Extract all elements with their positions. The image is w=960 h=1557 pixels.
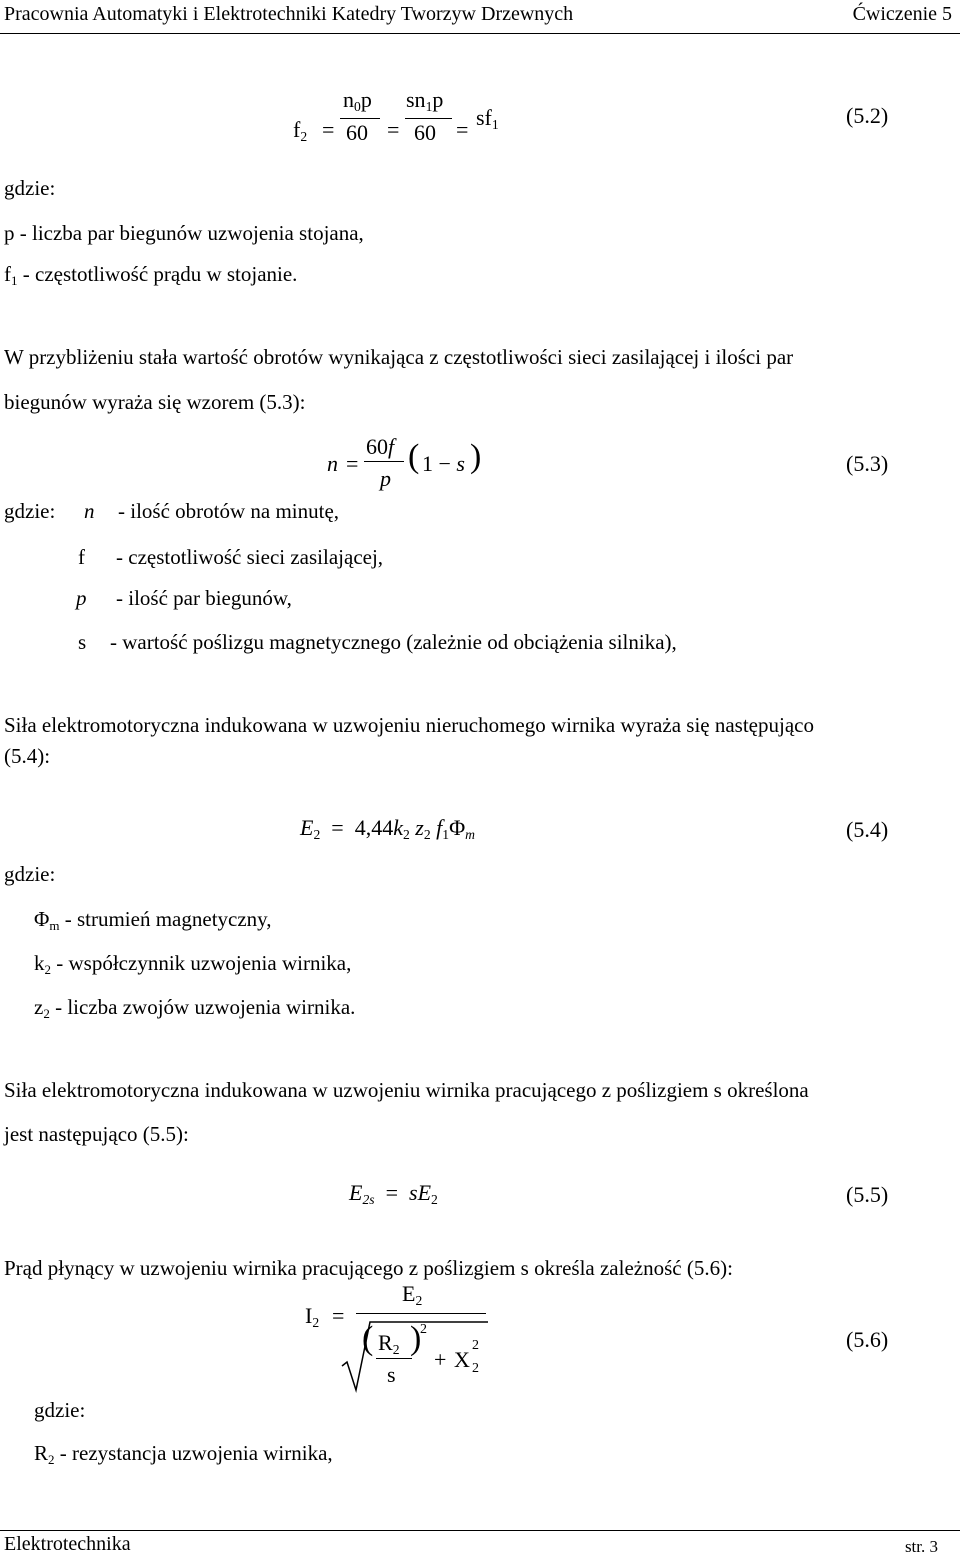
eq52-fraction-bar-2 [405,118,452,119]
paragraph-2-line-2: (5.4): [4,744,51,768]
eq52-num1: $n_0p$ [343,87,372,115]
footer-title: Elektrotechnika [4,1533,131,1555]
def-f: - częstotliwość sieci zasilającej, [116,545,384,569]
eq53-num: 60f [366,434,395,459]
eq53-fraction-bar [364,461,404,462]
paragraph-3-line-2: jest następująco (5.5): [4,1122,189,1146]
eq56-s: s [387,1362,396,1387]
eq53-den: p [380,466,391,491]
eq53-inner: 1 − s [422,451,465,476]
paragraph-2-line-1: Siła elektromotoryczna indukowana w uzwojeniu nieruchomego wirnika wyraża się następująco [4,713,814,737]
eq56-lhs: $I_2$ [305,1303,320,1331]
eq53-label: (5.3) [846,451,889,476]
eq56-X-sup: 2 [472,1338,479,1353]
gdzie-label-3: gdzie: [4,862,56,886]
eq56-R: $R_2$ [378,1330,400,1358]
gdzie-label-1: gdzie: [4,176,56,200]
eq52-num2: $sn_1p$ [406,87,444,115]
def-p: p - liczba par biegunów uzwojenia stojana, [4,221,364,245]
eq56-fraction-bar [356,1313,486,1314]
eq52-equals-2: = [387,117,400,142]
eq52-fraction-bar-1 [340,118,380,119]
eq54-label: (5.4) [846,817,889,842]
eq56-numerator: $E_2$ [402,1281,423,1309]
paragraph-1-line-1: W przybliżeniu stała wartość obrotów wynikająca z częstotliwości sieci zasilającej i ilości par [4,345,794,369]
def-f1: $f_1$ - częstotliwość prądu w stojanie. [4,262,298,288]
paragraph-4: Prąd płynący w uzwojeniu wirnika pracującego z poślizgiem s określa zależność (5.6): [4,1256,733,1280]
def-n: - ilość obrotów na minutę, [118,499,340,523]
paragraph-1-line-2: biegunów wyraża się wzorem (5.3): [4,390,306,414]
eq54-formula: $E_2 = 4,44k_2$ $z_2$ $f_1\Phi_m$ [300,815,476,843]
eq55-label: (5.5) [846,1182,889,1207]
def-R2: $R_2$ - rezystancja uzwojenia wirnika, [34,1441,333,1467]
eq56-X-sub: 2 [472,1361,479,1376]
sym-f: f [78,545,85,569]
exercise-number: Ćwiczenie 5 [852,3,952,25]
def-z2: $z_2$ - liczba zwojów uzwojenia wirnika. [34,995,356,1021]
header-rule [0,33,960,34]
eq56-square: 2 [420,1322,427,1337]
eq56-label: (5.6) [846,1327,889,1352]
eq52-den2: 60 [414,120,436,145]
def-k2: $k_2$ - współczynnik uzwojenia wirnika, [34,951,352,977]
eq53-open-paren: ( [408,438,420,475]
sym-p: p [76,586,87,610]
eq56-close-paren: ) [410,1320,422,1357]
def-s: - wartość poślizgu magnetycznego (zależnie od obciążenia silnika), [110,630,677,654]
paragraph-3-line-1: Siła elektromotoryczna indukowana w uzwojeniu wirnika pracującego z poślizgiem s określona [4,1078,809,1102]
eq53-equals: = [346,451,359,476]
eq52-lhs: $f_2$ [293,117,308,145]
eq56-X: X [454,1347,470,1372]
gdzie-label-4: gdzie: [34,1398,86,1422]
sym-n: n [84,499,95,523]
gdzie-label-2: gdzie: [4,499,56,523]
eq52-equals-1: = [322,117,335,142]
eq52-label: (5.2) [846,103,889,128]
eq53-close-paren: ) [470,438,482,475]
page-number: str. 3 [904,1537,938,1556]
eq56-inner-fraction-bar [376,1358,412,1359]
header-title: Pracownia Automatyki i Elektrotechniki Katedry Tworzyw Drzewnych [4,3,574,25]
eq56-plus: + [434,1347,447,1372]
eq53-lhs: n [327,451,338,476]
def-p-list: - ilość par biegunów, [116,586,292,610]
eq52-den1: 60 [346,120,368,145]
eq56-open-paren: ( [362,1320,374,1357]
eq55-formula: $E_{2s} = sE_2$ [349,1180,438,1208]
sym-s: s [78,630,87,654]
eq52-rhs: $sf_1$ [476,105,499,133]
eq56-equals: = [332,1303,345,1328]
eq52-equals-3: = [456,117,469,142]
footer-rule [0,1530,960,1531]
def-phi: $\Phi_m$ - strumień magnetyczny, [34,907,272,933]
